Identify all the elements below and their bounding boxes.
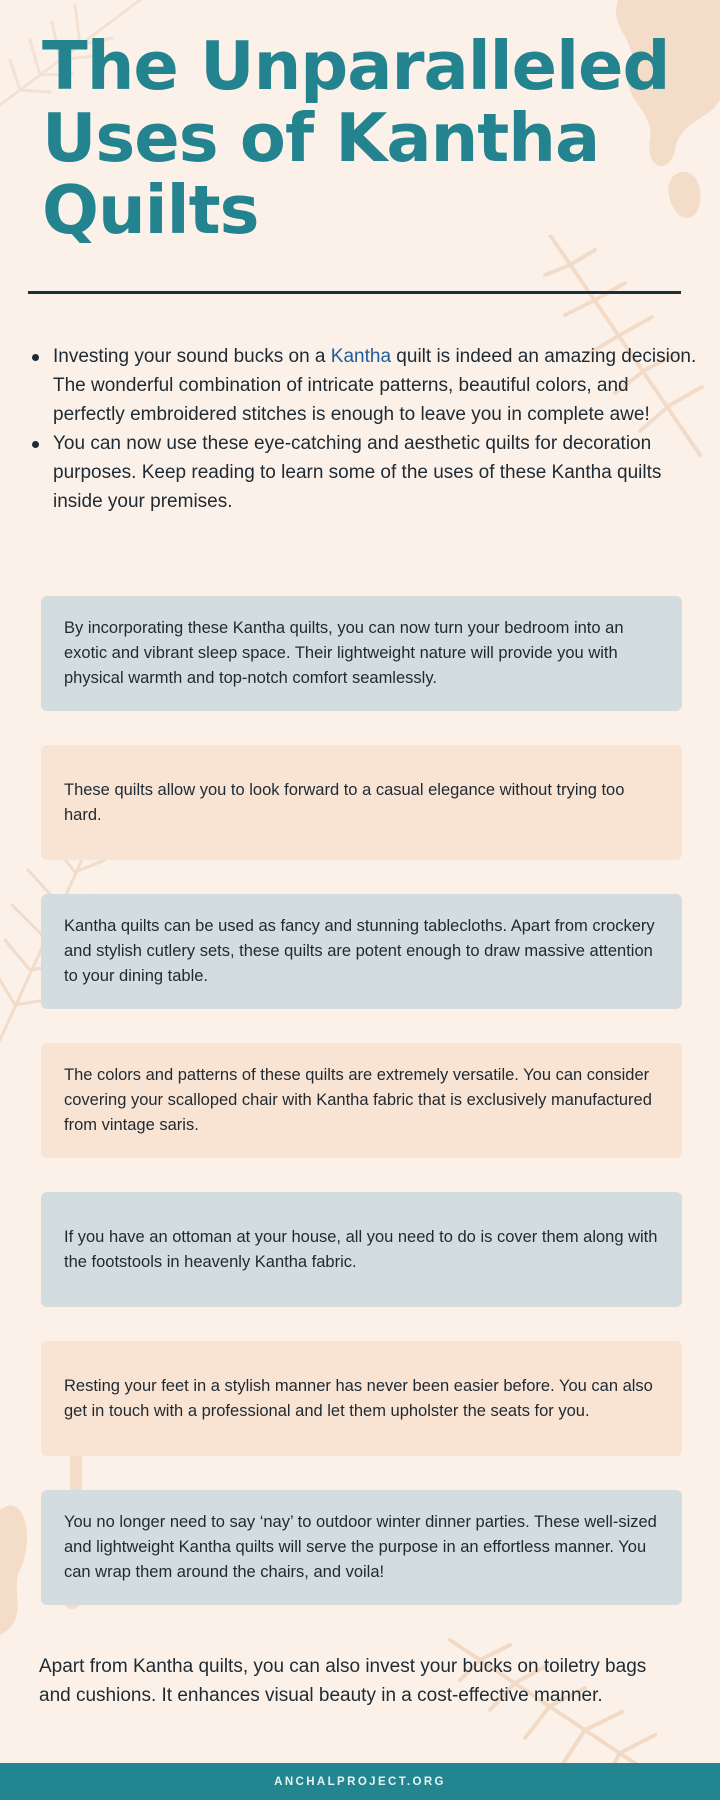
footer-website-link[interactable]: ANCHALPROJECT.ORG: [274, 1775, 446, 1788]
card-text: Resting your feet in a stylish manner has never been easier before. You can also get in touch with a professional and let them upholster the seats for you.: [64, 1376, 653, 1420]
use-card-upholstery: [41, 1341, 682, 1456]
card-text: Kantha quilts can be used as fancy and stunning tablecloths. Apart from crockery and stylish cutlery sets, these quilts are potent enough to draw massive attention to your dining table.: [64, 917, 655, 985]
card-text: You no longer need to say ‘nay’ to outdoor winter dinner parties. These well-sized and lightweight Kantha quilts will serve the purpose in an effortless manner. You can wrap them around the chairs, and voila!: [64, 1513, 657, 1581]
intro-bullet: [53, 342, 698, 429]
use-card-chair-cover: [41, 1043, 682, 1158]
use-card-outdoor-dinner: [41, 1490, 682, 1605]
use-card-bedroom: [41, 596, 682, 711]
intro-text: quilt is indeed an amazing decision. The wonderful combination of intricate patterns, beautiful colors, and perfectly embroidered stitches is enough to leave you in complete awe!: [53, 346, 697, 425]
card-text: By incorporating these Kantha quilts, you can now turn your bedroom into an exotic and vibrant sleep space. Their lightweight nature will provide you with physical warmth and top-notch comfort seamlessly.: [64, 619, 624, 687]
intro-bullet: [53, 429, 698, 516]
title-divider: [28, 291, 681, 294]
page-title: The Unparalleled Uses of Kantha Quilts: [42, 27, 670, 249]
intro-list: [28, 342, 698, 516]
card-text: The colors and patterns of these quilts are extremely versatile. You can consider covering your scalloped chair with Kantha fabric that is exclusively manufactured from vintage saris.: [64, 1066, 652, 1134]
card-text: These quilts allow you to look forward to a casual elegance without trying too hard.: [64, 780, 625, 824]
intro-text: Investing your sound bucks on a: [53, 346, 331, 367]
intro-text: You can now use these eye-catching and aesthetic quilts for decoration purposes. Keep reading to learn some of the uses of these Kantha quilts inside your premises.: [53, 433, 662, 512]
footer-bar: [0, 1763, 720, 1800]
card-text: If you have an ottoman at your house, all you need to do is cover them along with the footstools in heavenly Kantha fabric.: [64, 1227, 658, 1271]
closing-paragraph: Apart from Kantha quilts, you can also invest your bucks on toiletry bags and cushions. It enhances visual beauty in a cost-effective manner.: [39, 1656, 647, 1706]
use-card-tablecloth: [41, 894, 682, 1009]
kantha-link[interactable]: Kantha: [330, 346, 392, 367]
use-card-casual-elegance: [41, 745, 682, 860]
use-card-ottoman: [41, 1192, 682, 1307]
